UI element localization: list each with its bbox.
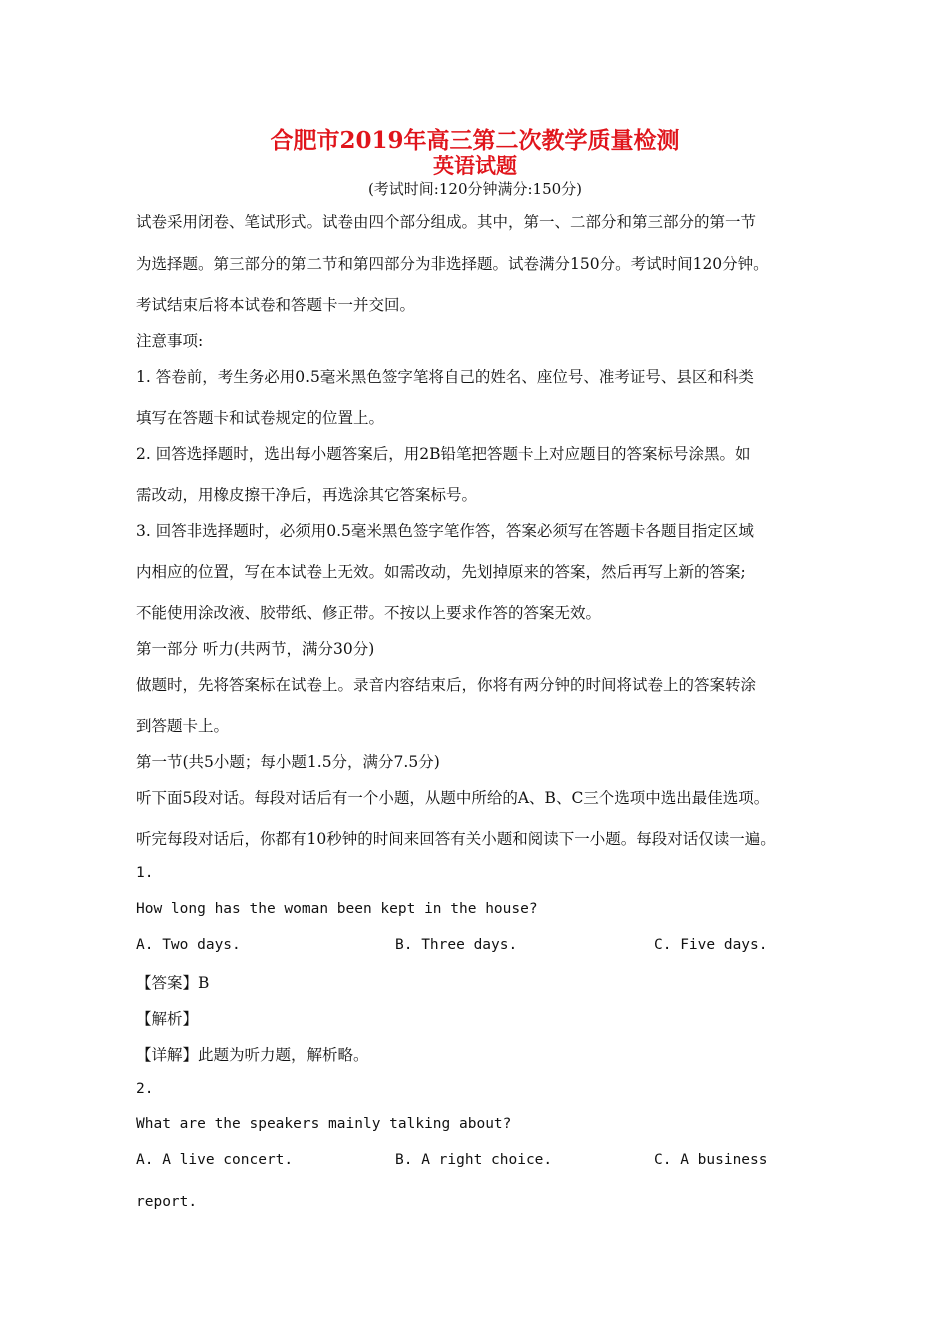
section-heading: 第一节(共5小题；每小题1.5分，满分7.5分) — [136, 753, 440, 771]
note-line: 3. 回答非选择题时，必须用0.5毫米黑色签字笔作答，答案必须写在答题卡各题目指定区域 — [136, 522, 754, 540]
answer-line: 【答案】B — [136, 974, 210, 992]
option-a: A. Two days. — [136, 937, 241, 953]
page-subtitle: 英语试题 — [433, 153, 517, 178]
note-line: 2. 回答选择题时，选出每小题答案后，用2B铅笔把答题卡上对应题目的答案标号涂黑。如 — [136, 445, 751, 463]
analysis-heading: 【解析】 — [136, 1010, 199, 1028]
note-line: 不能使用涂改液、胶带纸、修正带。不按以上要求作答的答案无效。 — [136, 604, 602, 622]
intro-line: 试卷采用闭卷、笔试形式。试卷由四个部分组成。其中，第一、二部分和第三部分的第一节 — [136, 213, 757, 231]
note-line: 1. 答卷前，考生务必用0.5毫米黑色签字笔将自己的姓名、座位号、准考证号、县区和科类 — [136, 368, 754, 386]
section-instruction: 听完每段对话后，你都有10秒钟的时间来回答有关小题和阅读下一小题。每段对话仅读一遍。 — [136, 830, 776, 848]
notes-heading: 注意事项: — [136, 332, 204, 350]
section-instruction: 听下面5段对话。每段对话后有一个小题，从题中所给的A、B、C三个选项中选出最佳选项。 — [136, 789, 770, 807]
note-line: 需改动，用橡皮擦干净后，再选涂其它答案标号。 — [136, 486, 478, 504]
instruction-line: 到答题卡上。 — [136, 717, 230, 735]
question-text: What are the speakers mainly talking about? — [136, 1116, 512, 1132]
option-b: B. Three days. — [395, 937, 518, 953]
page-title: 合肥市2019年高三第二次教学质量检测 — [270, 127, 680, 154]
note-line: 填写在答题卡和试卷规定的位置上。 — [136, 409, 385, 427]
question-text: How long has the woman been kept in the house? — [136, 901, 538, 917]
part-heading: 第一部分 听力(共两节，满分30分) — [136, 640, 375, 658]
option-c: C. A business — [654, 1152, 768, 1168]
intro-line: 为选择题。第三部分的第二节和第四部分为非选择题。试卷满分150分。考试时间120分钟。 — [136, 255, 769, 273]
exam-info: (考试时间:120分钟满分:150分) — [367, 180, 583, 198]
option-b: B. A right choice. — [395, 1152, 553, 1168]
option-c-continuation: report. — [136, 1194, 198, 1210]
detail-line: 【详解】此题为听力题，解析略。 — [136, 1046, 369, 1064]
intro-line: 考试结束后将本试卷和答题卡一并交回。 — [136, 296, 416, 314]
option-c: C. Five days. — [654, 937, 768, 953]
note-line: 内相应的位置，写在本试卷上无效。如需改动，先划掉原来的答案，然后再写上新的答案; — [136, 563, 746, 581]
question-number: 2. — [136, 1081, 154, 1097]
question-number: 1. — [136, 865, 154, 881]
option-a: A. A live concert. — [136, 1152, 294, 1168]
instruction-line: 做题时，先将答案标在试卷上。录音内容结束后，你将有两分钟的时间将试卷上的答案转涂 — [136, 676, 757, 694]
